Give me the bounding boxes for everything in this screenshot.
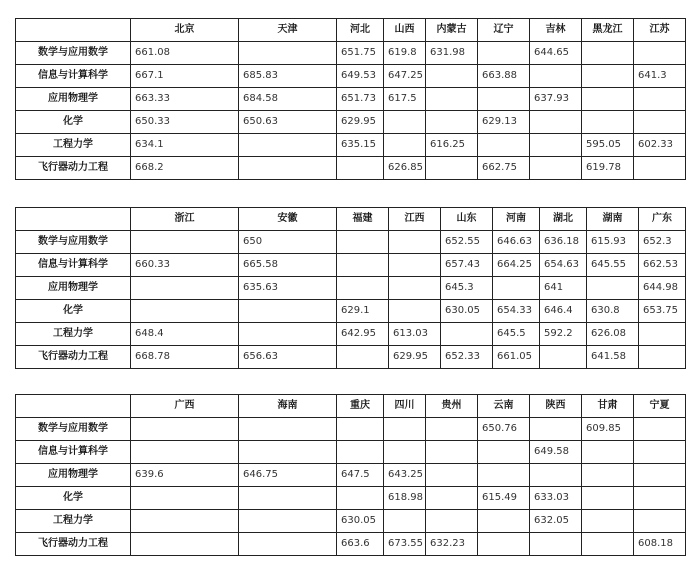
score-cell: [530, 157, 582, 180]
score-cell: 657.43: [441, 254, 493, 277]
score-cell: [639, 346, 686, 369]
score-cell: 630.05: [337, 510, 384, 533]
score-cell: [441, 323, 493, 346]
province-header: 云南: [478, 395, 530, 418]
score-cell: [478, 510, 530, 533]
major-label: 飞行器动力工程: [16, 533, 131, 556]
score-cell: 663.33: [131, 88, 239, 111]
major-label: 信息与计算科学: [16, 254, 131, 277]
score-cell: [337, 254, 389, 277]
table-row: [16, 418, 686, 441]
province-header: 浙江: [131, 208, 239, 231]
score-cell: 631.98: [426, 42, 478, 65]
score-cell: [530, 65, 582, 88]
major-label: 工程力学: [16, 510, 131, 533]
score-cell: 656.63: [239, 346, 337, 369]
province-header: 北京: [131, 19, 239, 42]
score-cell: 684.58: [239, 88, 337, 111]
score-cell: [634, 418, 686, 441]
score-cell: 648.4: [131, 323, 239, 346]
score-cell: 645.3: [441, 277, 493, 300]
score-cell: [426, 65, 478, 88]
score-cell: 629.1: [337, 300, 389, 323]
table-row: [16, 300, 686, 323]
province-header: 海南: [239, 395, 337, 418]
score-cell: 635.63: [239, 277, 337, 300]
score-cell: [493, 277, 540, 300]
score-cell: [337, 157, 384, 180]
score-cell: 617.5: [384, 88, 426, 111]
score-cell: 650.63: [239, 111, 337, 134]
major-label: 化学: [16, 111, 131, 134]
score-cell: 637.93: [530, 88, 582, 111]
header-row: [16, 19, 686, 42]
score-cell: 629.95: [337, 111, 384, 134]
major-label: 数学与应用数学: [16, 231, 131, 254]
corner-cell: [16, 395, 131, 418]
major-label: 化学: [16, 487, 131, 510]
table-row: [16, 42, 686, 65]
score-cell: 650.76: [478, 418, 530, 441]
score-cell: [582, 65, 634, 88]
province-header: 广东: [639, 208, 686, 231]
score-cell: 639.6: [131, 464, 239, 487]
score-cell: 641: [540, 277, 587, 300]
table-row: [16, 487, 686, 510]
score-cell: 662.53: [639, 254, 686, 277]
score-cell: [634, 111, 686, 134]
score-cell: [478, 533, 530, 556]
score-cell: 654.63: [540, 254, 587, 277]
score-cell: [634, 157, 686, 180]
score-cell: 629.95: [389, 346, 441, 369]
major-label: 数学与应用数学: [16, 418, 131, 441]
score-cell: 660.33: [131, 254, 239, 277]
score-cell: [426, 441, 478, 464]
score-cell: 668.78: [131, 346, 239, 369]
score-table-1: [15, 18, 686, 180]
score-cell: [337, 231, 389, 254]
score-cell: 661.05: [493, 346, 540, 369]
score-cell: 652.33: [441, 346, 493, 369]
score-cell: [478, 464, 530, 487]
province-header: 重庆: [337, 395, 384, 418]
score-cell: [239, 487, 337, 510]
score-cell: 653.75: [639, 300, 686, 323]
major-label: 应用物理学: [16, 88, 131, 111]
score-cell: 652.55: [441, 231, 493, 254]
table-row: [16, 254, 686, 277]
score-cell: 641.3: [634, 65, 686, 88]
score-cell: 654.33: [493, 300, 540, 323]
score-cell: [582, 533, 634, 556]
table-row: [16, 65, 686, 88]
table-row: [16, 157, 686, 180]
score-cell: [582, 42, 634, 65]
table-row: [16, 277, 686, 300]
score-cell: [478, 42, 530, 65]
score-cell: [426, 111, 478, 134]
table-row: [16, 88, 686, 111]
major-label: 数学与应用数学: [16, 42, 131, 65]
score-cell: 616.25: [426, 134, 478, 157]
score-cell: [239, 533, 337, 556]
score-cell: [582, 510, 634, 533]
table-row: [16, 533, 686, 556]
score-cell: 619.78: [582, 157, 634, 180]
score-cell: [540, 346, 587, 369]
score-cell: [131, 510, 239, 533]
score-cell: 652.3: [639, 231, 686, 254]
score-cell: [384, 510, 426, 533]
major-label: 应用物理学: [16, 464, 131, 487]
score-cell: [131, 300, 239, 323]
score-cell: [337, 441, 384, 464]
score-cell: [389, 254, 441, 277]
province-header: 山东: [441, 208, 493, 231]
score-cell: 645.5: [493, 323, 540, 346]
major-label: 应用物理学: [16, 277, 131, 300]
major-label: 工程力学: [16, 134, 131, 157]
score-cell: 613.03: [389, 323, 441, 346]
score-cell: [582, 441, 634, 464]
score-cell: 615.49: [478, 487, 530, 510]
score-cell: [530, 418, 582, 441]
score-cell: 636.18: [540, 231, 587, 254]
score-cell: [131, 231, 239, 254]
score-cell: [530, 533, 582, 556]
table-row: [16, 464, 686, 487]
score-cell: [582, 88, 634, 111]
score-cell: 630.8: [587, 300, 639, 323]
score-cell: [634, 441, 686, 464]
province-header: 湖北: [540, 208, 587, 231]
score-cell: 650: [239, 231, 337, 254]
province-header: 安徽: [239, 208, 337, 231]
major-label: 化学: [16, 300, 131, 323]
score-cell: 646.4: [540, 300, 587, 323]
table-row: [16, 323, 686, 346]
header-row: [16, 395, 686, 418]
score-cell: [530, 134, 582, 157]
score-cell: 661.08: [131, 42, 239, 65]
score-cell: [337, 418, 384, 441]
corner-cell: [16, 208, 131, 231]
score-cell: 643.25: [384, 464, 426, 487]
score-cell: [239, 42, 337, 65]
score-cell: [384, 111, 426, 134]
score-cell: [131, 418, 239, 441]
score-cell: [239, 441, 337, 464]
score-cell: 685.83: [239, 65, 337, 88]
table-row: [16, 231, 686, 254]
score-cell: 663.88: [478, 65, 530, 88]
score-cell: [131, 533, 239, 556]
province-header: 内蒙古: [426, 19, 478, 42]
province-header: 河南: [493, 208, 540, 231]
score-cell: [337, 487, 384, 510]
score-cell: 609.85: [582, 418, 634, 441]
score-cell: 608.18: [634, 533, 686, 556]
score-cell: 662.75: [478, 157, 530, 180]
score-cell: [239, 323, 337, 346]
score-cell: [582, 111, 634, 134]
score-cell: [337, 277, 389, 300]
province-header: 湖南: [587, 208, 639, 231]
score-cell: [384, 134, 426, 157]
score-cell: 642.95: [337, 323, 389, 346]
province-header: 吉林: [530, 19, 582, 42]
score-cell: [478, 134, 530, 157]
score-cell: 635.15: [337, 134, 384, 157]
province-header: 陕西: [530, 395, 582, 418]
score-cell: [426, 88, 478, 111]
corner-cell: [16, 19, 131, 42]
score-cell: [426, 510, 478, 533]
header-row: [16, 208, 686, 231]
score-cell: [634, 510, 686, 533]
score-cell: 651.75: [337, 42, 384, 65]
score-cell: 615.93: [587, 231, 639, 254]
score-table-2: [15, 207, 686, 369]
score-cell: [582, 487, 634, 510]
score-cell: [530, 111, 582, 134]
score-cell: 632.23: [426, 533, 478, 556]
score-cell: [587, 277, 639, 300]
score-cell: [239, 300, 337, 323]
score-cell: 644.98: [639, 277, 686, 300]
major-label: 飞行器动力工程: [16, 346, 131, 369]
score-cell: [634, 487, 686, 510]
province-header: 山西: [384, 19, 426, 42]
score-cell: 668.2: [131, 157, 239, 180]
major-label: 飞行器动力工程: [16, 157, 131, 180]
province-header: 宁夏: [634, 395, 686, 418]
major-label: 工程力学: [16, 323, 131, 346]
score-cell: 667.1: [131, 65, 239, 88]
score-cell: 663.6: [337, 533, 384, 556]
score-cell: 664.25: [493, 254, 540, 277]
score-cell: 647.25: [384, 65, 426, 88]
score-cell: [426, 157, 478, 180]
province-header: 黑龙江: [582, 19, 634, 42]
major-label: 信息与计算科学: [16, 441, 131, 464]
table-row: [16, 111, 686, 134]
score-cell: 602.33: [634, 134, 686, 157]
score-cell: 595.05: [582, 134, 634, 157]
score-cell: 646.75: [239, 464, 337, 487]
score-cell: [131, 487, 239, 510]
score-cell: 632.05: [530, 510, 582, 533]
score-cell: 651.73: [337, 88, 384, 111]
score-cell: [239, 157, 337, 180]
score-cell: 629.13: [478, 111, 530, 134]
score-cell: [478, 88, 530, 111]
score-cell: 634.1: [131, 134, 239, 157]
score-cell: [530, 464, 582, 487]
province-header: 河北: [337, 19, 384, 42]
score-cell: [131, 277, 239, 300]
score-cell: 645.55: [587, 254, 639, 277]
score-cell: 618.98: [384, 487, 426, 510]
table-row: [16, 346, 686, 369]
province-header: 福建: [337, 208, 389, 231]
score-cell: [634, 42, 686, 65]
province-header: 辽宁: [478, 19, 530, 42]
major-label: 信息与计算科学: [16, 65, 131, 88]
score-cell: 619.8: [384, 42, 426, 65]
score-cell: [426, 487, 478, 510]
score-cell: [384, 418, 426, 441]
score-cell: [239, 418, 337, 441]
score-cell: [634, 464, 686, 487]
score-cell: [478, 441, 530, 464]
score-cell: [337, 346, 389, 369]
score-table-3: [15, 394, 686, 556]
province-header: 广西: [131, 395, 239, 418]
score-cell: [426, 418, 478, 441]
province-header: 四川: [384, 395, 426, 418]
score-cell: 592.2: [540, 323, 587, 346]
score-cell: [389, 231, 441, 254]
score-cell: 644.65: [530, 42, 582, 65]
score-cell: [389, 300, 441, 323]
score-cell: 626.85: [384, 157, 426, 180]
province-header: 江苏: [634, 19, 686, 42]
score-cell: 647.5: [337, 464, 384, 487]
score-cell: 673.55: [384, 533, 426, 556]
score-cell: 641.58: [587, 346, 639, 369]
province-header: 天津: [239, 19, 337, 42]
score-cell: [389, 277, 441, 300]
table-row: [16, 510, 686, 533]
score-cell: [582, 464, 634, 487]
score-cell: 630.05: [441, 300, 493, 323]
score-cell: 646.63: [493, 231, 540, 254]
score-cell: 633.03: [530, 487, 582, 510]
score-cell: [384, 441, 426, 464]
score-cell: [131, 441, 239, 464]
score-cell: [239, 510, 337, 533]
score-cell: [639, 323, 686, 346]
province-header: 江西: [389, 208, 441, 231]
score-cell: [634, 88, 686, 111]
score-cell: 649.58: [530, 441, 582, 464]
score-cell: 626.08: [587, 323, 639, 346]
score-cell: 650.33: [131, 111, 239, 134]
province-header: 贵州: [426, 395, 478, 418]
score-cell: 649.53: [337, 65, 384, 88]
table-row: [16, 134, 686, 157]
score-cell: 665.58: [239, 254, 337, 277]
table-row: [16, 441, 686, 464]
score-cell: [239, 134, 337, 157]
province-header: 甘肃: [582, 395, 634, 418]
score-cell: [426, 464, 478, 487]
